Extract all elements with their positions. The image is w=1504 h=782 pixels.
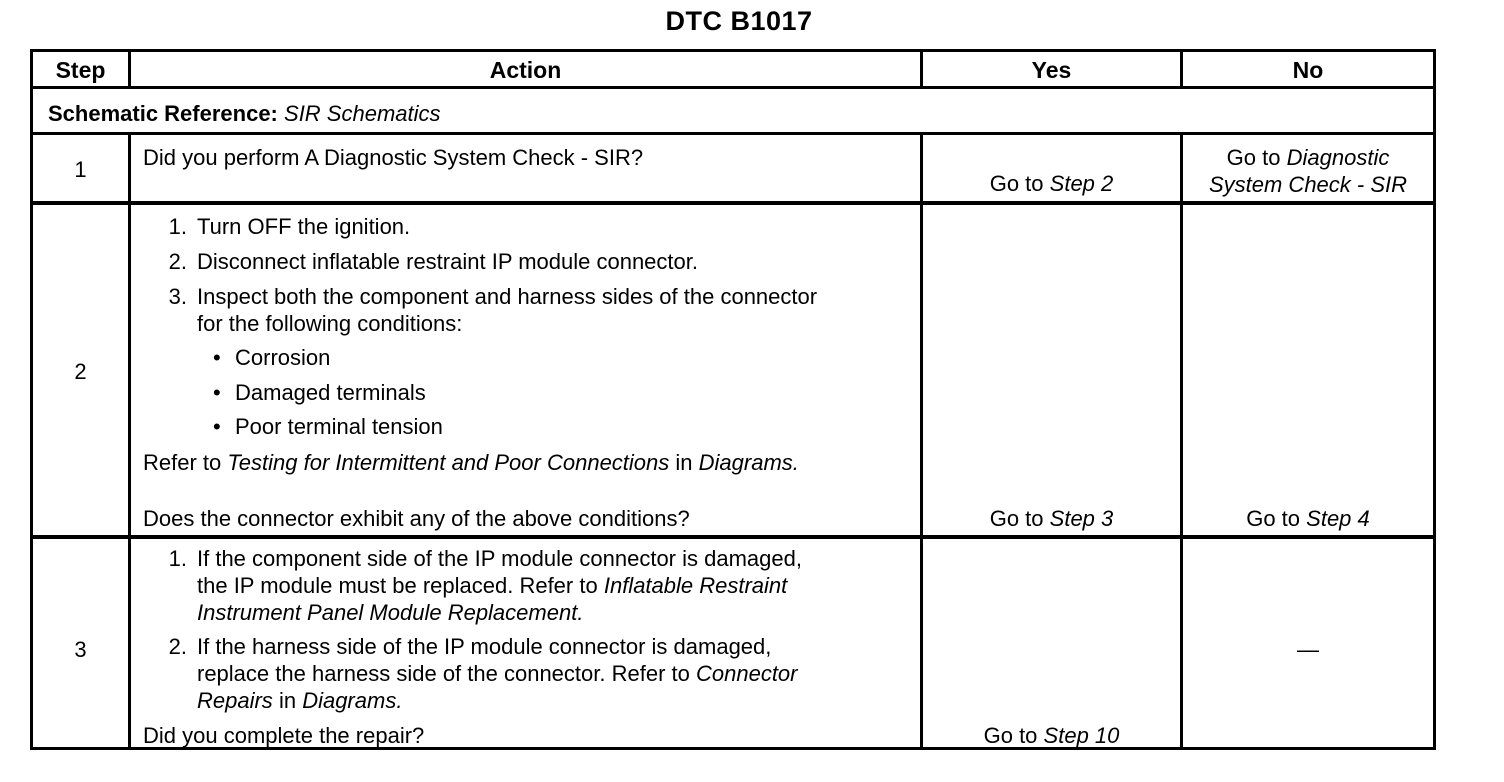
bullet-icon: • (213, 380, 221, 405)
row3-no: — (1297, 637, 1319, 662)
row2-yes-prefix: Go to (989, 506, 1044, 531)
row1-yes (923, 170, 1180, 197)
row3-question: Did you complete the repair? (143, 723, 425, 748)
row1-no (1183, 144, 1433, 198)
row2-question: Does the connector exhibit any of the above conditions? (143, 506, 690, 531)
header-yes: Yes (1031, 57, 1072, 83)
row1-step: 1 (74, 157, 87, 182)
refer-link-testing[interactable]: Testing for Intermittent and Poor Connections (227, 450, 670, 475)
row2-no-link[interactable]: Step 4 (1306, 506, 1370, 531)
row1-yes-link[interactable]: Step 2 (1049, 171, 1114, 196)
link-connector[interactable]: Connector (695, 661, 798, 686)
refer-link-diagrams[interactable]: Diagrams. (698, 450, 799, 475)
item-number: 2. (168, 634, 187, 659)
row1-no-prefix: Go to (1226, 145, 1281, 170)
page-title: DTC B1017 (665, 6, 813, 36)
item-text: Turn OFF the ignition. (197, 214, 411, 239)
item-number: 1. (168, 546, 187, 571)
schematic-link[interactable]: SIR Schematics (284, 101, 441, 126)
row2-yes-link[interactable]: Step 3 (1049, 506, 1114, 531)
item-text (197, 283, 817, 337)
refer-mid: in (675, 450, 693, 475)
bullet-text: Damaged terminals (235, 380, 426, 405)
item-text-line1: If the component side of the IP module connector is damaged, (197, 546, 802, 571)
bullet-text: Poor terminal tension (235, 414, 443, 439)
row1-no-link-2[interactable]: System Check - SIR (1208, 172, 1408, 197)
item-text: Disconnect inflatable restraint IP module connector. (197, 249, 698, 274)
link-diagrams[interactable]: Diagrams. (302, 688, 403, 713)
row2-divider (33, 535, 1433, 539)
row2-no-prefix: Go to (1246, 506, 1301, 531)
bullet-icon: • (213, 414, 221, 439)
diagnostic-table (30, 49, 1436, 750)
link-repairs[interactable]: Repairs (197, 688, 273, 713)
link-inflatable-restraint[interactable]: Inflatable Restraint (603, 573, 788, 598)
item-number: 1. (168, 214, 187, 239)
col-divider-action-body (920, 135, 923, 750)
row1-divider (33, 201, 1433, 205)
row3-yes-prefix: Go to (983, 723, 1038, 748)
item-number: 3. (168, 284, 187, 309)
item-number: 2. (168, 249, 187, 274)
item-text-mid: in (278, 688, 297, 713)
col-divider-step-body (128, 135, 131, 750)
item-text-line1: If the harness side of the IP module connector is damaged, (197, 634, 772, 659)
link-ip-module-replacement[interactable]: Instrument Panel Module Replacement. (197, 600, 584, 625)
item-text-line2: the IP module must be replaced. Refer to (197, 573, 598, 598)
row3-step: 3 (74, 637, 87, 662)
row3-yes (923, 722, 1180, 749)
row2-yes (923, 505, 1180, 532)
schematic-label: Schematic Reference: (48, 101, 278, 126)
row2-refer (143, 449, 799, 476)
row1-question: Did you perform A Diagnostic System Check - SIR? (143, 145, 644, 170)
row1-yes-prefix: Go to (989, 171, 1044, 196)
item-text (197, 545, 802, 626)
refer-prefix: Refer to (143, 450, 222, 475)
bullet-icon: • (213, 345, 221, 370)
header-step: Step (55, 57, 106, 83)
item-text-line2: replace the harness side of the connector. Refer to (197, 661, 690, 686)
row3-yes-link[interactable]: Step 10 (1043, 723, 1120, 748)
header-action: Action (489, 57, 562, 83)
schematic-divider (33, 132, 1433, 135)
item-text (197, 633, 798, 714)
bullet-text: Corrosion (235, 345, 331, 370)
header-divider (33, 86, 1433, 89)
item-text-line2: for the following conditions: (197, 311, 463, 336)
header-no: No (1292, 57, 1324, 83)
row1-no-link-1[interactable]: Diagnostic (1286, 145, 1390, 170)
schematic-reference (48, 100, 441, 127)
row2-step: 2 (74, 359, 87, 384)
item-text-line1: Inspect both the component and harness sides of the connector (197, 284, 818, 309)
row2-no (1183, 505, 1433, 532)
